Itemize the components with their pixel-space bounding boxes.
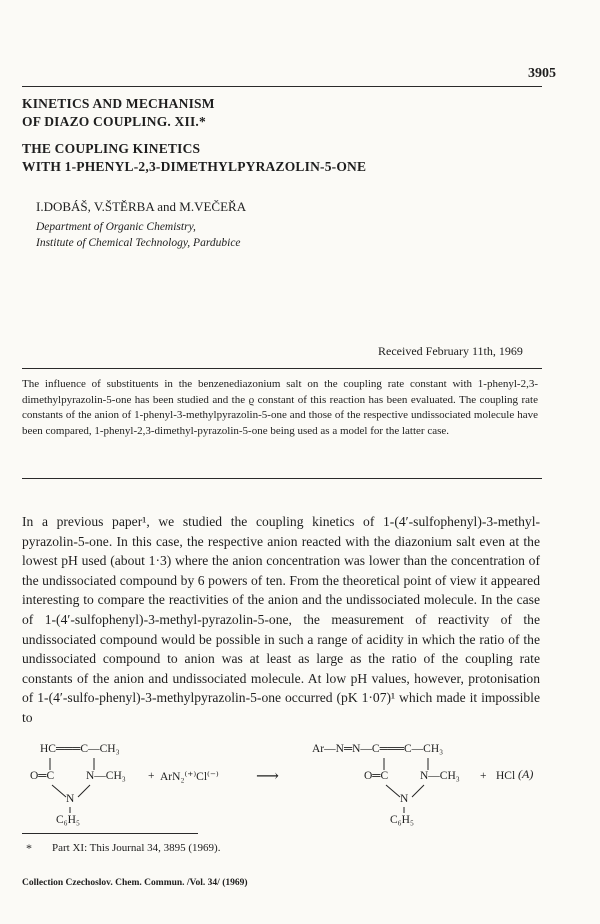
reactant-ring-bonds (30, 755, 130, 815)
reactant-ring-top: HC═══C—CH₃ (40, 743, 120, 755)
title-line-3: THE COUPLING KINETICS (22, 141, 201, 156)
product-carbonyl: O═C (364, 770, 389, 782)
title-line-4: WITH 1-PHENYL-2,3-DIMETHYLPYRAZOLIN-5-ONE (22, 159, 367, 174)
authors: I.DOBÁŠ, V.ŠTĚRBA and M.VEČEŘA (36, 199, 247, 214)
reactant-phenyl: C₆H₅ (56, 814, 80, 826)
journal-footer: Collection Czechoslov. Chem. Commun. /Vol. 34/ (1969) (22, 878, 248, 888)
abstract-rule-bottom (22, 478, 542, 479)
hcl-product: HCl (496, 770, 516, 782)
affiliation-line-1: Department of Organic Chemistry, (36, 221, 196, 233)
body-text: In a previous paper¹, we studied the coupling kinetics of 1-(4′-sulfophenyl)-3-methyl-pyrazolin-5-one. In this case, the respective anion reacted with the diazonium salt even at the lowest pH used (about 1·3) where the anion concentration was lower than the concentration of the undissociated compound by 6 powers of ten. From the theoretical point of view it appeared interesting to compare the reactivities of the anion and the undissociated molecule. In the case of 1-(4′-sulfophenyl)-3-methyl-pyrazolin-5-one, the measurement of reactivity of the undissociated compound would be possible in such a range of acidity in which the ratio of the undissociated compound to anion was at least as large as the ratio of the coupling rate constants of the anion and undissociated molecule. At low pH values, however, protonisation of 1-(4′-sulfo-phenyl)-3-methylpyrazolin-5-one occurred (pK 1·07)¹ which made it impossible to (22, 514, 540, 725)
title-line-1: KINETICS AND MECHANISM (22, 96, 215, 111)
abstract: The influence of substituents in the benzenediazonium salt on the coupling rate constant with 1-phenyl-2,3-dimethylpyrazolin-5-one has been studied and the ϱ constant of this reaction has been evaluated. The coupling rate constants of the anion of 1-phenyl-3-methylpyrazolin-5-one and those of the respective undissociated molecule have been compared, 1-phenyl-2,3-dimethyl-pyrazolin-5-one being used as a model for the latter case. (22, 378, 538, 438)
reaction-arrow: ⟶ (256, 768, 279, 785)
title-line-2: OF DIAZO COUPLING. XII.* (22, 114, 206, 129)
body-paragraph (22, 512, 540, 728)
product-top: Ar—N═N—C═══C—CH₃ (312, 743, 444, 755)
footnote-text: Part XI: This Journal 34, 3895 (1969). (52, 842, 221, 854)
abstract-rule-top (22, 368, 542, 369)
affiliation-line-2: Institute of Chemical Technology, Pardubice (36, 237, 241, 249)
product-ring-n: N (400, 793, 409, 805)
diazonium-reagent: ArN₂⁽⁺⁾Cl⁽⁻⁾ (160, 771, 219, 783)
footnote-mark: * (26, 841, 32, 855)
page-number: 3905 (528, 66, 556, 81)
reactant-n-methyl: N—CH₃ (86, 770, 126, 782)
plus-sign-2: + (480, 770, 487, 782)
equation-label: (A) (518, 767, 534, 781)
received-date: Received February 11th, 1969 (378, 344, 523, 358)
product-n-methyl: N—CH₃ (420, 770, 460, 782)
header-rule (22, 86, 542, 87)
product-phenyl: C₆H₅ (390, 814, 414, 826)
product-ring-bonds (364, 755, 464, 815)
reactant-carbonyl: O═C (30, 770, 55, 782)
reactant-ring-n: N (66, 793, 75, 805)
footnote-rule (22, 833, 198, 834)
plus-sign-1: + (148, 770, 155, 782)
